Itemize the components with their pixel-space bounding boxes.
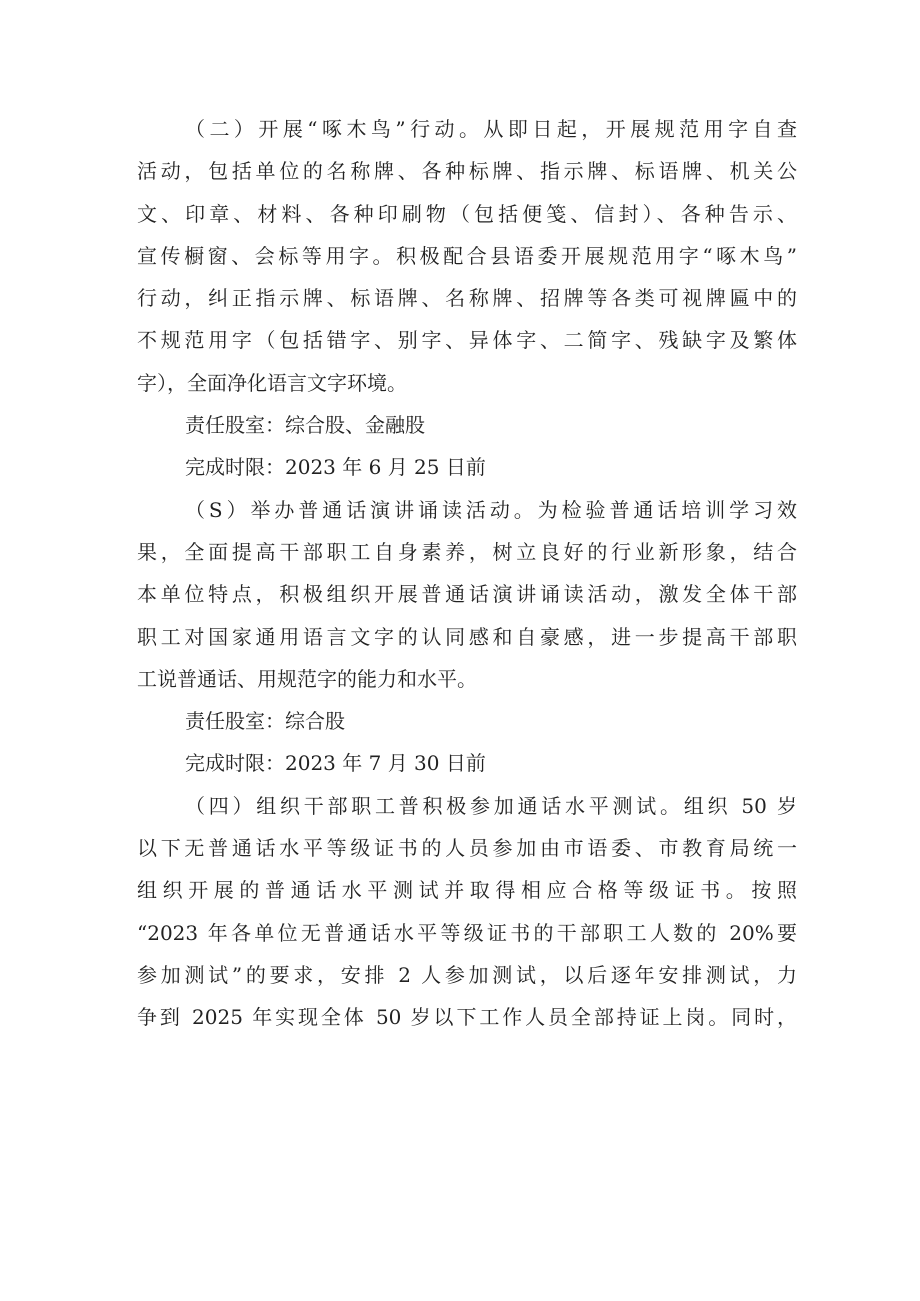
paragraph-3-line-4: 职工对国家通用语言文字的认同感和自豪感，进一步提高干部职 xyxy=(137,624,797,649)
paragraph-2-line-6: 不规范用字（包括错字、别字、异体字、二简字、残缺字及繁体 xyxy=(137,328,797,353)
paragraph-4-line-3: 组织开展的普通话水平测试并取得相应合格等级证书。按照 xyxy=(137,878,797,903)
paragraph-4-line-2: 以下无普通话水平等级证书的人员参加由市语委、市教育局统一 xyxy=(137,836,797,861)
paragraph-2-line-2: 活动，包括单位的名称牌、各种标牌、指示牌、标语牌、机关公 xyxy=(137,159,797,184)
paragraph-2-line-4: 宣传橱窗、会标等用字。积极配合县语委开展规范用字“啄木鸟” xyxy=(137,243,797,268)
paragraph-4-line-6: 争到 2025 年实现全体 50 岁以下工作人员全部持证上岗。同时， xyxy=(137,1005,797,1030)
paragraph-2-line-1: （二）开展“啄木鸟”行动。从即日起，开展规范用字自查 xyxy=(185,117,797,141)
responsible-dept-1: 责任股室：综合股、金融股 xyxy=(185,413,425,438)
paragraph-3-line-3: 本单位特点，积极组织开展普通话演讲诵读活动，激发全体干部 xyxy=(137,582,797,607)
paragraph-2-line-3: 文、印章、材料、各种印刷物（包括便笺、信封）、各种告示、 xyxy=(137,201,797,226)
paragraph-4-line-1: （四）组织干部职工普积极参加通话水平测试。组织 50 岁 xyxy=(185,793,797,818)
deadline-1: 完成时限：2023 年 6 月 25 日前 xyxy=(185,455,486,480)
paragraph-4-line-5: 参加测试”的要求，安排 2 人参加测试，以后逐年安排测试，力 xyxy=(137,962,797,987)
responsible-dept-2: 责任股室：综合股 xyxy=(185,709,345,734)
document-body xyxy=(137,108,797,1039)
paragraph-3-line-5: 工说普通话、用规范字的能力和水平。 xyxy=(137,666,477,691)
paragraph-3-line-1: （S）举办普通话演讲诵读活动。为检验普通话培训学习效 xyxy=(185,497,797,522)
paragraph-2-line-7: 字），全面净化语言文字环境。 xyxy=(137,370,407,395)
paragraph-3-line-2: 果，全面提高干部职工自身素养，树立良好的行业新形象，结合 xyxy=(137,539,797,564)
paragraph-4-line-4: “2023 年各单位无普通话水平等级证书的干部职工人数的 20%要 xyxy=(137,920,797,945)
paragraph-2-line-5: 行动，纠正指示牌、标语牌、名称牌、招牌等各类可视牌匾中的 xyxy=(137,286,797,311)
deadline-2: 完成时限：2023 年 7 月 30 日前 xyxy=(185,751,486,776)
